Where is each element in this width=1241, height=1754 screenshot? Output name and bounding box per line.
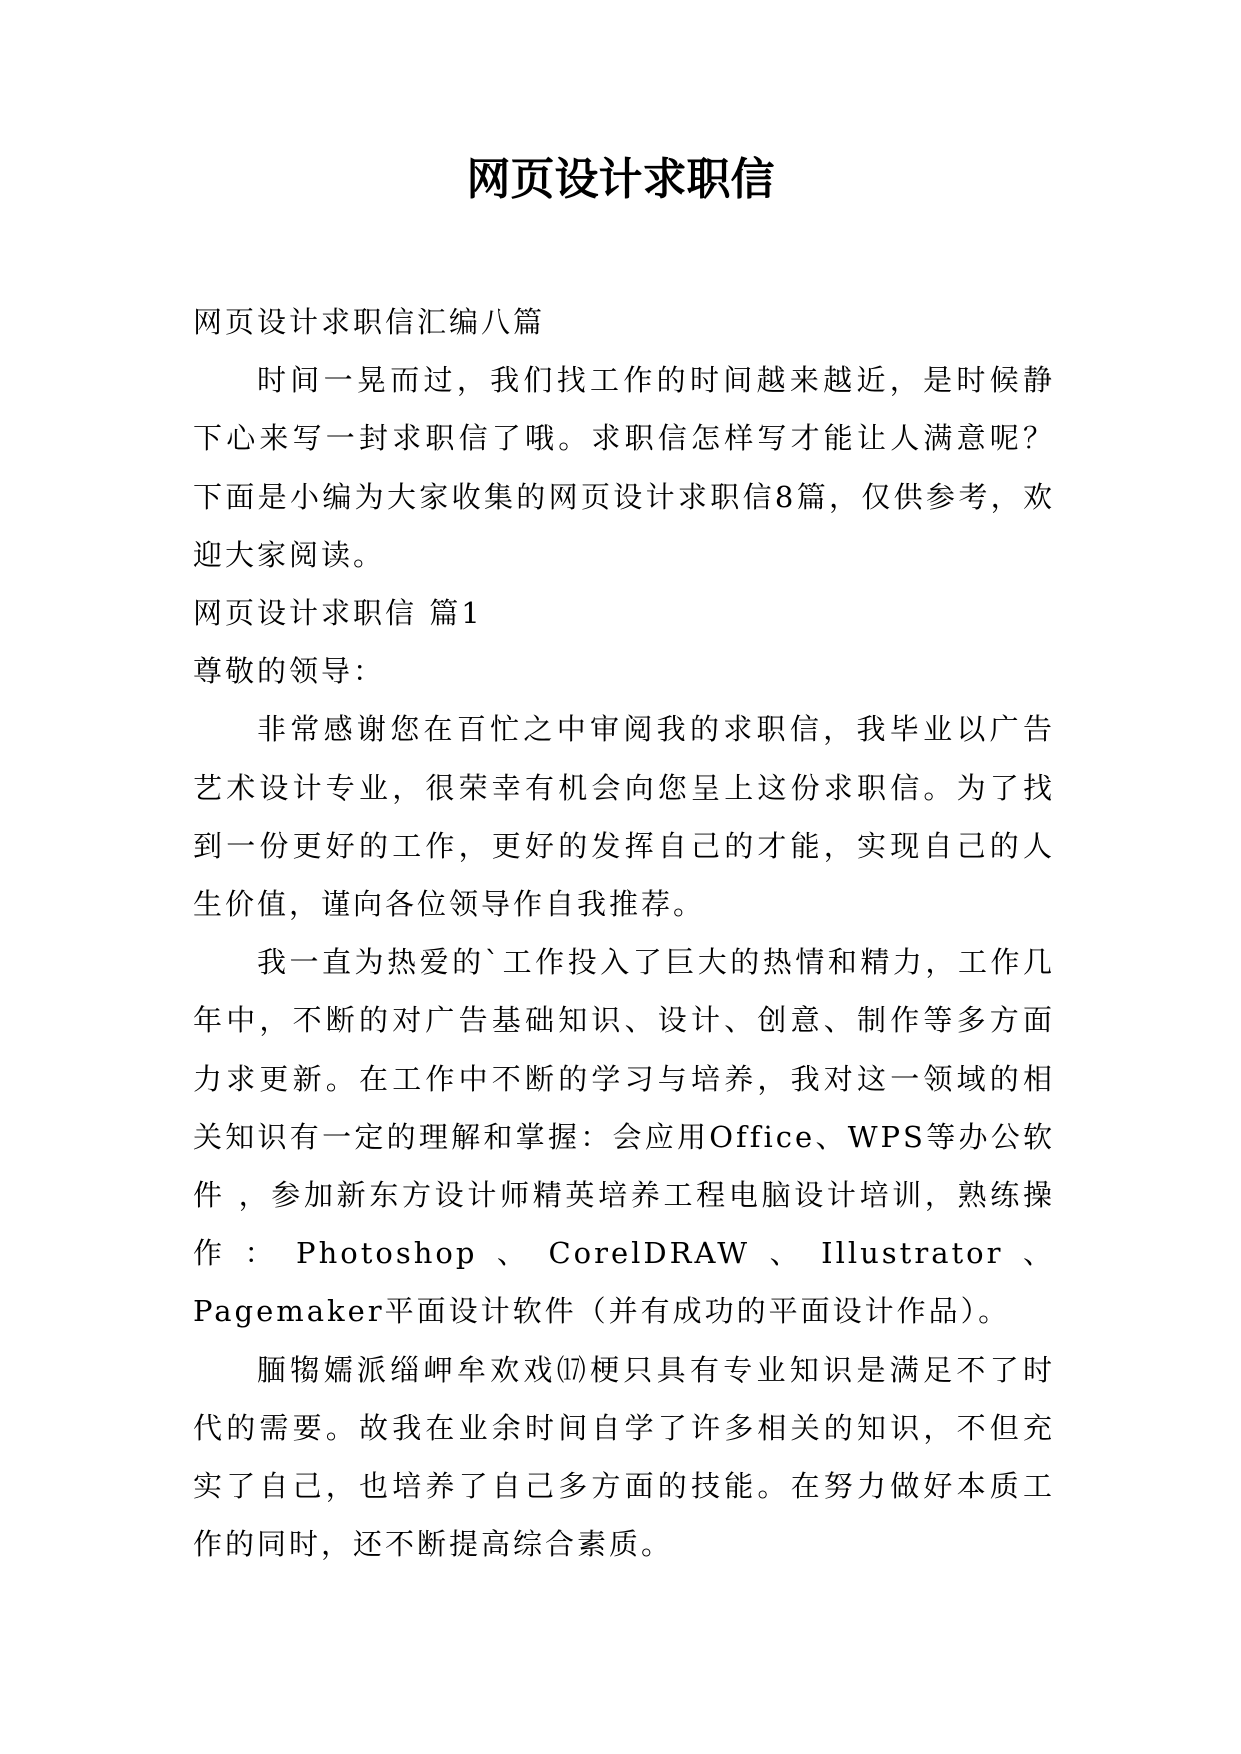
document-title: 网页设计求职信 [466,154,775,205]
body-paragraph: 腼犓嬬派缁岬牟欢戏⒄梗只具有专业知识是满足不了时代的需要。故我在业余时间自学了许多相关的知识，不但充实了自己，也培养了自己多方面的技能。在努力做好本质工作的同时，还不断提高综合素质。 [193,1352,1055,1562]
section-heading: 网页设计求职信 篇1 [193,596,483,631]
body-paragraph: 我一直为热爱的`工作投入了巨大的热情和精力，工作几年中，不断的对广告基础知识、设计、创意、制作等多方面力求更新。在工作中不断的学习与培养，我对这一领域的相关知识有一定的理解和掌握：会应用Office、WPS等办公软件 ，参加新东方设计师精英培养工程电脑设计培训，熟练操作：Photoshop、CorelDRAW、Illustrator、Pagemaker平面设计软件（并有成功的平面设计作品）。 [193,945,1055,1329]
document-body [193,293,1055,1573]
intro-paragraph: 时间一晃而过，我们找工作的时间越来越近，是时候静下心来写一封求职信了哦。求职信怎样写才能让人满意呢？下面是小编为大家收集的网页设计求职信8篇，仅供参考，欢迎大家阅读。 [193,363,1055,572]
salutation: 尊敬的领导： [193,654,386,689]
body-paragraph: 非常感谢您在百忙之中审阅我的求职信，我毕业以广告艺术设计专业，很荣幸有机会向您呈上这份求职信。为了找到一份更好的工作，更好的发挥自己的才能，实现自己的人生价值，谨向各位领导作自我推荐。 [193,712,1055,922]
collection-heading: 网页设计求职信汇编八篇 [193,305,546,339]
